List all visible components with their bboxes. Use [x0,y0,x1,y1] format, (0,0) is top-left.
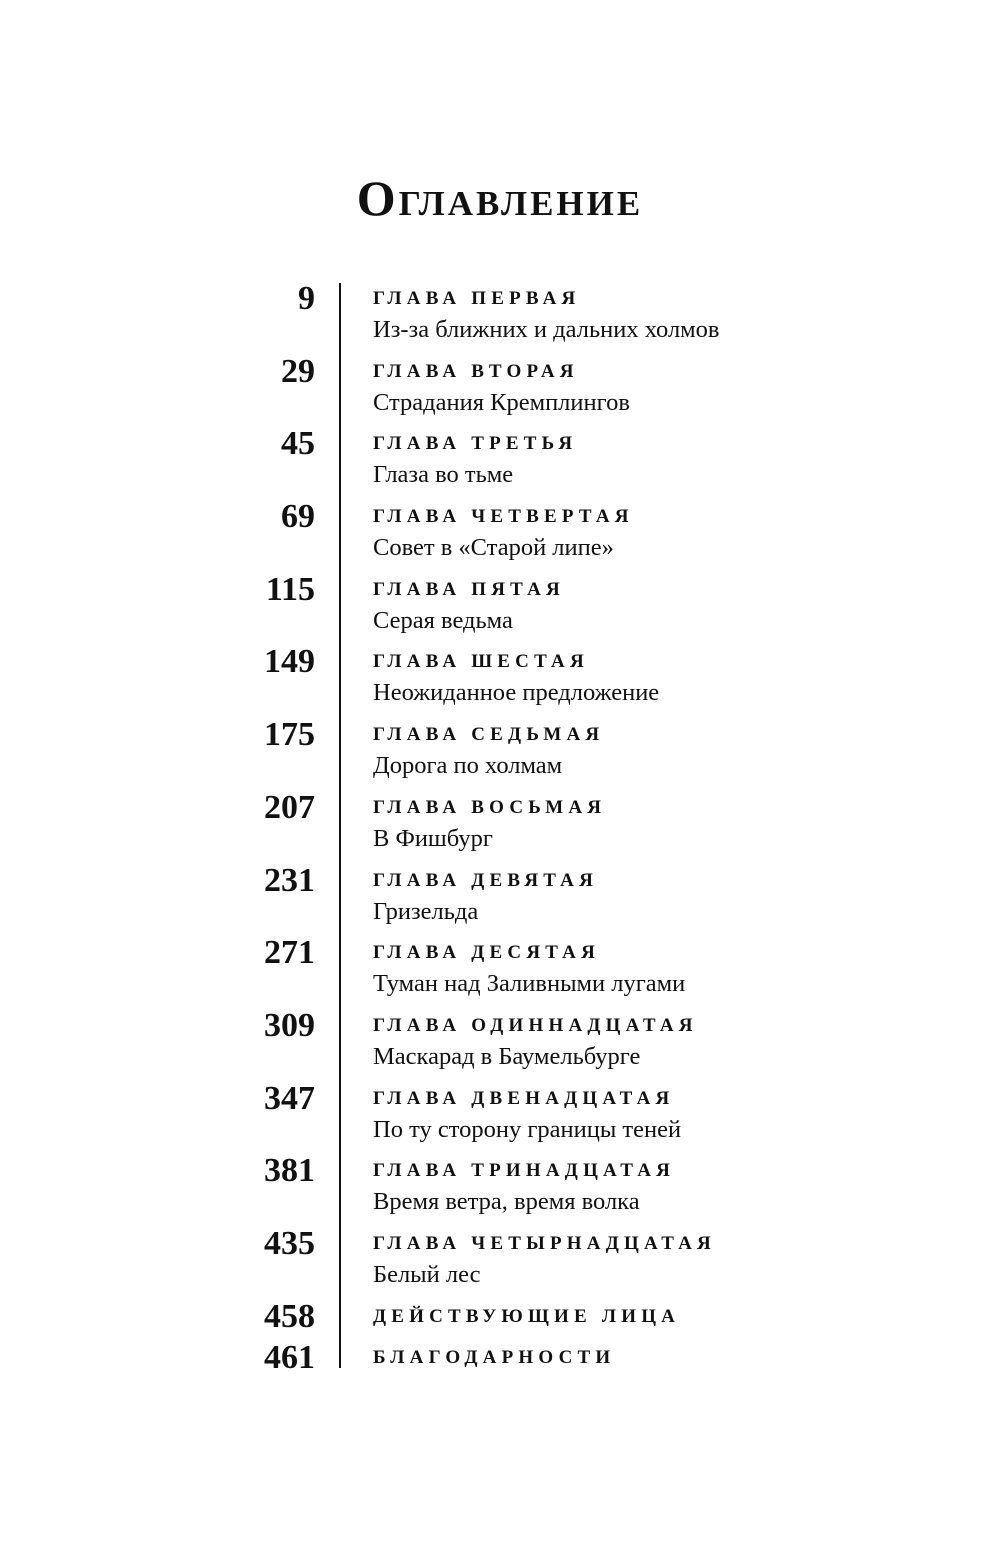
chapter-title: Страдания Кремплингов [373,388,630,416]
table-of-contents [0,282,1000,1382]
chapter-title: Гризельда [373,897,479,925]
page-number: 29 [281,352,315,390]
page-number: 9 [298,280,315,317]
page-number: 175 [264,716,315,754]
toc-entry[interactable] [0,500,1000,573]
toc-entry[interactable] [0,570,1000,646]
section-label: БЛАГОДАРНОСТИ [373,1346,616,1368]
page-number: 149 [264,643,315,681]
chapter-title: По ту сторону границы теней [373,1115,682,1143]
chapter-label: ГЛАВА ОДИННАДЦАТАЯ [373,1014,698,1036]
toc-entry[interactable] [0,1154,1000,1227]
chapter-label: ГЛАВА ПЯТАЯ [373,578,565,600]
chapter-title: Время ветра, время волка [373,1188,640,1216]
chapter-label: ГЛАВА ЧЕТЫРНАДЦАТАЯ [373,1232,716,1254]
chapter-label: ГЛАВА ДВЕНАДЦАТАЯ [373,1087,675,1109]
chapter-title: Из-за ближних и дальних холмов [373,316,720,343]
chapter-title: Туман над Заливными лугами [373,970,686,998]
page-number: 271 [264,934,315,972]
page-number: 231 [264,861,315,899]
page-number: 115 [265,570,315,608]
chapter-title: Неожиданное предложение [373,679,660,707]
toc-entry[interactable] [0,282,1000,355]
toc-entry[interactable] [0,1338,1000,1382]
toc-entry[interactable] [0,936,1000,1009]
chapter-label: ГЛАВА ВОСЬМАЯ [373,796,607,818]
toc-entry[interactable] [0,718,1000,791]
page-number: 45 [281,425,315,463]
chapter-label: ГЛАВА ЧЕТВЕРТАЯ [373,506,634,528]
chapter-title: Маскарад в Баумельбурге [373,1042,641,1070]
page-number: 381 [264,1152,315,1190]
toc-entry[interactable] [0,788,1000,864]
chapter-title: Дорога по холмам [373,752,563,780]
chapter-label: ГЛАВА ТРИНАДЦАТАЯ [373,1160,676,1182]
toc-entry[interactable] [0,861,1000,937]
page-number: 435 [264,1224,315,1262]
chapter-label: ГЛАВА ВТОРАЯ [373,360,579,382]
toc-entry[interactable] [0,1297,1000,1341]
page-number: 461 [264,1338,315,1376]
page-title: Оглавление [356,170,644,226]
chapter-label: ГЛАВА ДЕСЯТАЯ [373,942,601,964]
page-number: 347 [264,1079,315,1117]
toc-entry[interactable] [0,1079,1000,1155]
page-number: 69 [281,498,315,536]
page-number: 207 [264,788,315,826]
toc-entry[interactable] [0,1006,1000,1082]
section-label: ДЕЙСТВУЮЩИЕ ЛИЦА [373,1305,681,1327]
chapter-label: ГЛАВА ПЕРВАЯ [373,288,581,309]
chapter-title: Совет в «Старой липе» [373,534,614,562]
page-number: 309 [264,1006,315,1044]
chapter-label: ГЛАВА ШЕСТАЯ [373,651,589,673]
chapter-label: ГЛАВА ДЕВЯТАЯ [373,869,599,891]
chapter-title: Серая ведьма [373,606,513,634]
chapter-title: В Фишбург [373,824,493,852]
toc-entry[interactable] [0,352,1000,428]
page-number: 458 [264,1297,315,1335]
chapter-title: Белый лес [373,1260,481,1288]
chapter-label: ГЛАВА ТРЕТЬЯ [373,433,578,455]
toc-entry[interactable] [0,427,1000,500]
toc-entry[interactable] [0,645,1000,718]
toc-entry[interactable] [0,1224,1000,1300]
chapter-label: ГЛАВА СЕДЬМАЯ [373,724,605,746]
chapter-title: Глаза во тьме [373,461,514,489]
